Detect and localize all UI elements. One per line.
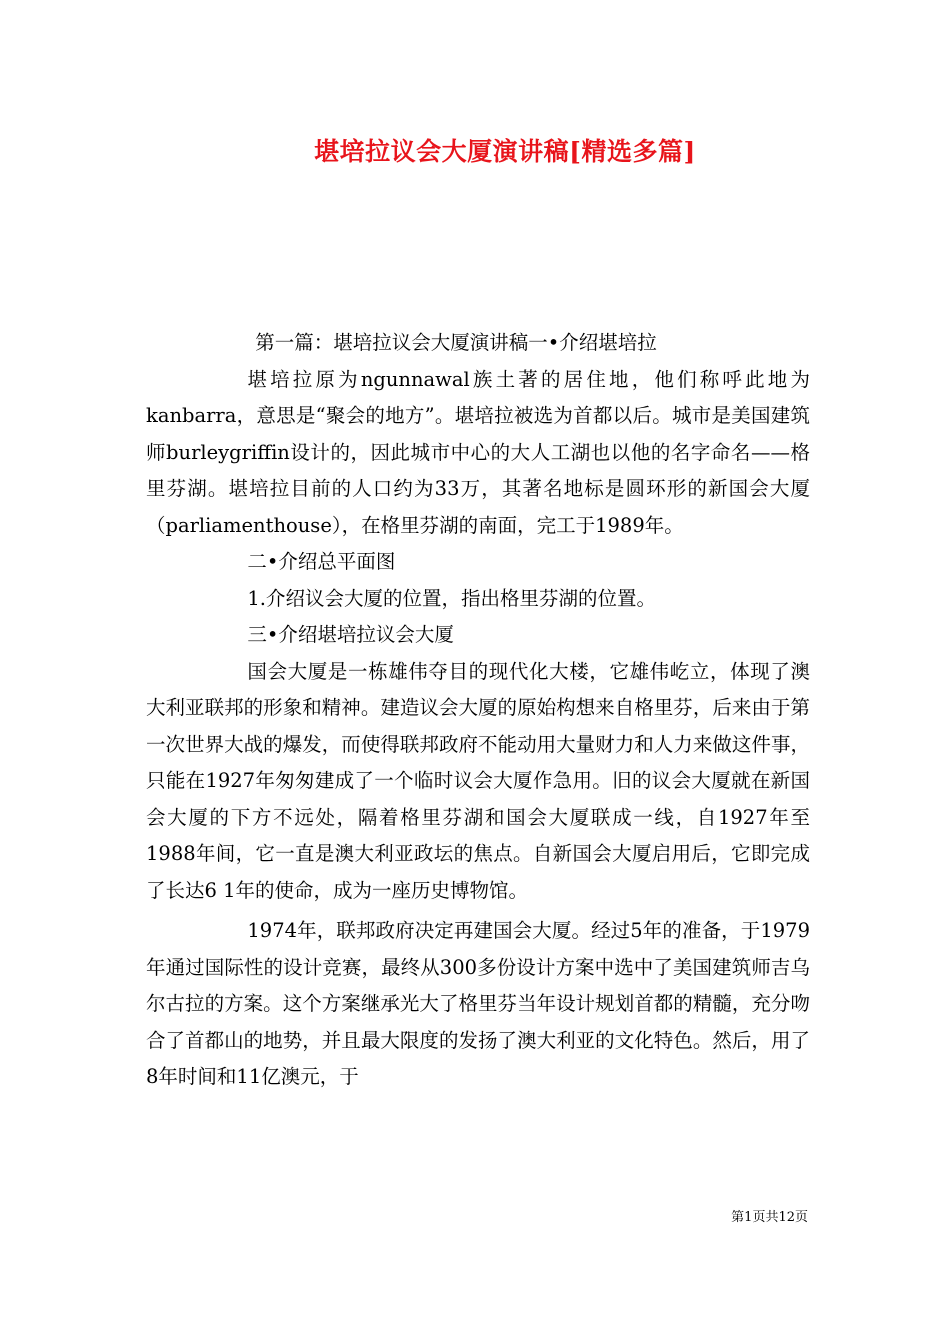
list-item-1: 1.介绍议会大厦的位置，指出格里芬湖的位置。 [247,586,656,610]
paragraph-1974-rebuild: 1974年，联邦政府决定再建国会大厦。经过5年的准备，于1979年通过国际性的设计竞赛，最终从300多份设计方案中选中了美国建筑师吉乌尔古拉的方案。这个方案继承光大了格里芬当年设计规划首都的精髓，充分吻合了首都山的地势，并且最大限度的发扬了澳大利亚的文化特色。然后，用了8年时间和11亿澳元，于 [146,919,810,1088]
document-title: 堪培拉议会大厦演讲稿[精选多篇] [314,137,696,166]
section-heading-3: 三•介绍堪培拉议会大厦 [247,623,454,646]
paragraph-intro-canberra: 堪培拉原为ngunnawal族土著的居住地，他们称呼此地为kanbarra，意思是“聚会的地方”。堪培拉被选为首都以后。城市是美国建筑师burleygriffin设计的，因此城市中心的大人工湖也以他的名字命名——格里芬湖。堪培拉目前的人口约为33万，其著名地标是圆环形的新国会大厦（parliamenthouse），在格里芬湖的南面，完工于1989年。 [146,367,810,537]
document-body [146,325,810,1096]
section-heading-1: 第一篇：堪培拉议会大厦演讲稿一•介绍堪培拉 [255,331,657,354]
page-number: 第1页共12页 [731,1210,808,1225]
section-heading-2: 二•介绍总平面图 [247,550,396,573]
paragraph-parliament-house: 国会大厦是一栋雄伟夺目的现代化大楼，它雄伟屹立，体现了澳大利亚联邦的形象和精神。建造议会大厦的原始构想来自格里芬，后来由于第一次世界大战的爆发，而使得联邦政府不能动用大量财力和人力来做这件事，只能在1927年匆匆建成了一个临时议会大厦作急用。旧的议会大厦就在新国会大厦的下方不远处，隔着格里芬湖和国会大厦联成一线，自1927年至1988年间，它一直是澳大利亚政坛的焦点。自新国会大厦启用后，它即完成了长达6 1年的使命，成为一座历史博物馆。 [146,659,810,902]
